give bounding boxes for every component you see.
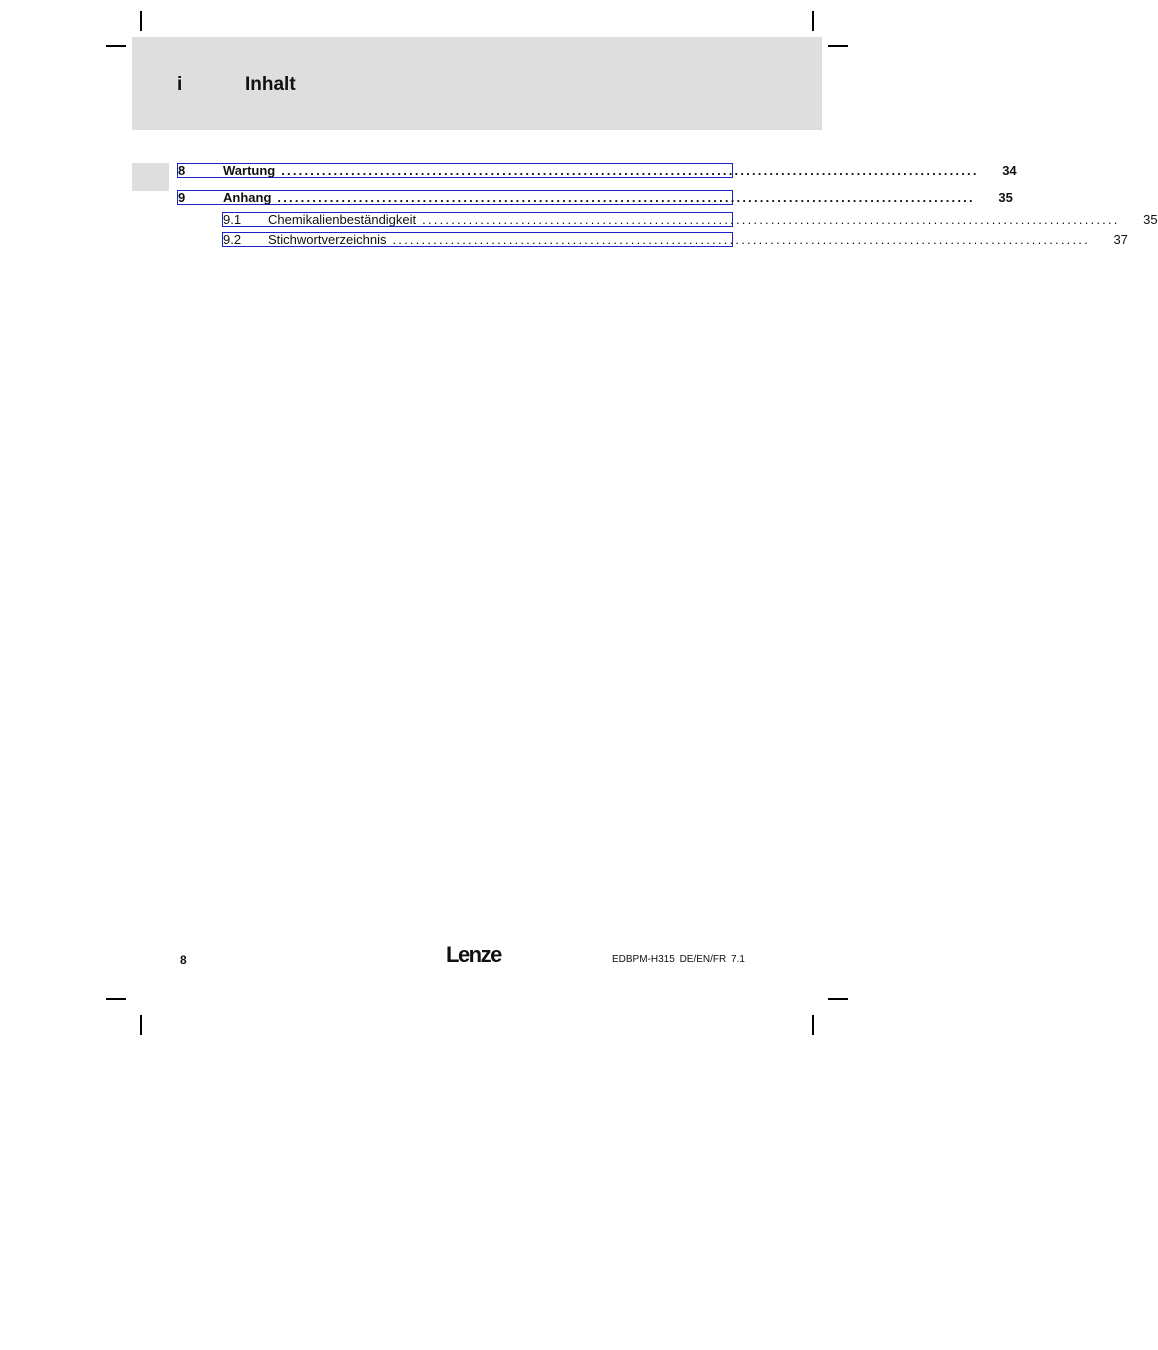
footer-page-number: 8 xyxy=(180,953,187,967)
toc-page-number: 35 xyxy=(1143,212,1158,227)
toc-title: Wartung xyxy=(223,163,276,178)
toc-link-anhang[interactable] xyxy=(177,190,1013,205)
toc-page-number: 37 xyxy=(1113,232,1128,247)
toc-link-chemikalienbestaendigkeit[interactable] xyxy=(222,212,1158,227)
toc-link-stichwortverzeichnis[interactable] xyxy=(222,232,1128,247)
toc-leader-dots: ........................................................................................................................ xyxy=(422,212,1120,227)
toc-number: 9.1 xyxy=(223,212,242,227)
toc-link-wartung[interactable] xyxy=(177,163,1017,178)
toc-title: Chemikalienbeständigkeit xyxy=(268,212,417,227)
toc-page-number: 34 xyxy=(1002,163,1017,178)
toc-title: Anhang xyxy=(223,190,272,205)
toc-title: Stichwortverzeichnis xyxy=(268,232,387,247)
toc-leader-dots: ........................................................................................................................ xyxy=(281,163,979,178)
toc-number: 8 xyxy=(178,163,186,178)
header-band xyxy=(132,37,822,130)
lenze-logo: Lenze xyxy=(446,942,501,967)
crop-mark-bottom-left-horizontal xyxy=(106,998,126,1000)
page-title: Inhalt xyxy=(245,74,296,95)
crop-mark-bottom-left-vertical xyxy=(140,1015,142,1035)
toc-number: 9.2 xyxy=(223,232,242,247)
footer-document-id: EDBPM-H315 DE/EN/FR 7.1 xyxy=(612,954,745,965)
crop-mark-bottom-right-vertical xyxy=(812,1015,814,1035)
crop-mark-top-right-vertical xyxy=(812,11,814,31)
toc-page-number: 35 xyxy=(998,190,1013,205)
chapter-tab-marker xyxy=(132,163,169,191)
crop-mark-top-left-vertical xyxy=(140,11,142,31)
info-icon: i xyxy=(177,74,183,95)
crop-mark-bottom-right-horizontal xyxy=(828,998,848,1000)
crop-mark-top-right-horizontal xyxy=(828,45,848,47)
crop-mark-top-left-horizontal xyxy=(106,45,126,47)
toc-leader-dots: ........................................................................................................................ xyxy=(392,232,1090,247)
toc-leader-dots: ........................................................................................................................ xyxy=(277,190,975,205)
toc-number: 9 xyxy=(178,190,186,205)
